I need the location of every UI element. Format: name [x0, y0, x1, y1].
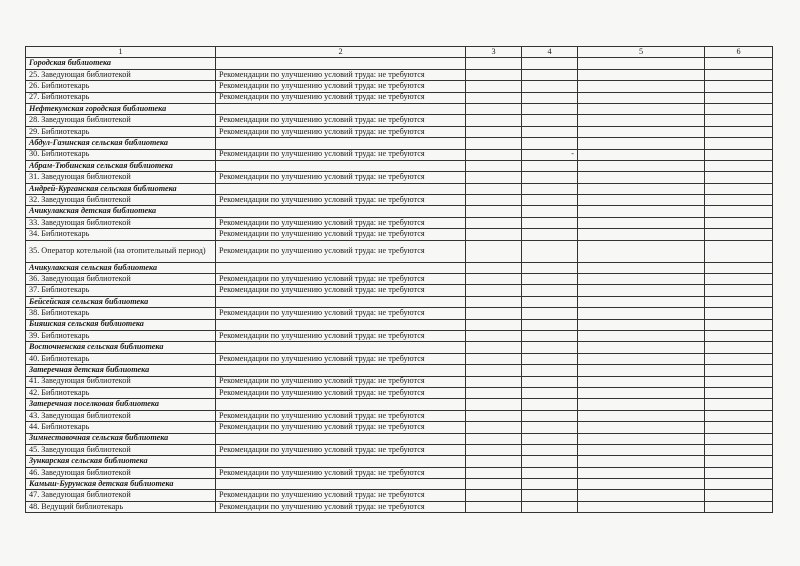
empty-cell [216, 262, 466, 273]
section-title: Абрам-Тюбинская сельская библиотека [26, 160, 216, 171]
section-row [26, 399, 773, 410]
table-row [26, 308, 773, 319]
empty-cell [578, 296, 705, 307]
empty-cell [522, 387, 578, 398]
position-name: 26. Библиотекарь [26, 81, 216, 92]
position-name: 42. Библиотекарь [26, 387, 216, 398]
table-row [26, 444, 773, 455]
header-cell-4: 4 [522, 47, 578, 58]
table-row [26, 229, 773, 240]
empty-cell [466, 387, 522, 398]
empty-cell [522, 376, 578, 387]
position-name: 37. Библиотекарь [26, 285, 216, 296]
position-name: 34. Библиотекарь [26, 229, 216, 240]
empty-cell [705, 410, 773, 421]
section-row [26, 296, 773, 307]
empty-cell [705, 456, 773, 467]
empty-cell [466, 365, 522, 376]
empty-cell [216, 206, 466, 217]
table-row [26, 467, 773, 478]
empty-cell [522, 103, 578, 114]
header-cell-6: 6 [705, 47, 773, 58]
empty-cell [522, 296, 578, 307]
empty-cell [578, 285, 705, 296]
recommendation-cell: Рекомендации по улучшению условий труда: не требуются [216, 501, 466, 512]
section-title: Затеречная детская библиотека [26, 365, 216, 376]
empty-cell [705, 467, 773, 478]
table-row [26, 149, 773, 160]
empty-cell [705, 81, 773, 92]
position-name: 27. Библиотекарь [26, 92, 216, 103]
empty-cell [578, 195, 705, 206]
empty-cell [578, 69, 705, 80]
empty-cell [705, 376, 773, 387]
empty-cell [466, 479, 522, 490]
position-name: 25. Заведующая библиотекой [26, 69, 216, 80]
position-name: 38. Библиотекарь [26, 308, 216, 319]
position-name: 48. Ведущий библиотекарь [26, 501, 216, 512]
empty-cell [705, 172, 773, 183]
position-name: 45. Заведующая библиотекой [26, 444, 216, 455]
empty-cell [216, 183, 466, 194]
recommendation-cell: Рекомендации по улучшению условий труда: не требуются [216, 376, 466, 387]
empty-cell [705, 115, 773, 126]
empty-cell [705, 422, 773, 433]
table-row [26, 240, 773, 262]
dash-mark: - [522, 149, 578, 160]
empty-cell [466, 399, 522, 410]
empty-cell [705, 387, 773, 398]
section-title: Ачикулакская сельская библиотека [26, 262, 216, 273]
recommendation-cell: Рекомендации по улучшению условий труда: не требуются [216, 240, 466, 262]
empty-cell [705, 308, 773, 319]
empty-cell [522, 330, 578, 341]
empty-cell [466, 103, 522, 114]
empty-cell [522, 81, 578, 92]
empty-cell [216, 58, 466, 69]
empty-cell [522, 172, 578, 183]
empty-cell [522, 319, 578, 330]
empty-cell [578, 319, 705, 330]
recommendation-cell: Рекомендации по улучшению условий труда: не требуются [216, 444, 466, 455]
empty-cell [578, 444, 705, 455]
section-title: Камыш-Бурунская детская библиотека [26, 479, 216, 490]
empty-cell [522, 353, 578, 364]
empty-cell [466, 456, 522, 467]
recommendation-cell: Рекомендации по улучшению условий труда: не требуются [216, 92, 466, 103]
header-cell-5: 5 [578, 47, 705, 58]
empty-cell [578, 342, 705, 353]
position-name: 41. Заведующая библиотекой [26, 376, 216, 387]
empty-cell [522, 126, 578, 137]
empty-cell [578, 262, 705, 273]
position-name: 32. Заведующая библиотекой [26, 195, 216, 206]
empty-cell [522, 183, 578, 194]
header-cell-2: 2 [216, 47, 466, 58]
empty-cell [216, 296, 466, 307]
section-row [26, 206, 773, 217]
section-title: Бияшская сельская библиотека [26, 319, 216, 330]
position-name: 28. Заведующая библиотекой [26, 115, 216, 126]
empty-cell [522, 138, 578, 149]
empty-cell [705, 229, 773, 240]
empty-cell [216, 433, 466, 444]
table-row [26, 126, 773, 137]
empty-cell [466, 274, 522, 285]
recommendation-cell: Рекомендации по улучшению условий труда: не требуются [216, 330, 466, 341]
position-name: 31. Заведующая библиотекой [26, 172, 216, 183]
table-row [26, 81, 773, 92]
section-row [26, 262, 773, 273]
position-name: 29. Библиотекарь [26, 126, 216, 137]
table-row [26, 92, 773, 103]
table-row [26, 274, 773, 285]
empty-cell [578, 274, 705, 285]
empty-cell [466, 206, 522, 217]
empty-cell [705, 274, 773, 285]
section-title: Затеречная поселковая библиотека [26, 399, 216, 410]
section-row [26, 58, 773, 69]
empty-cell [578, 103, 705, 114]
empty-cell [578, 149, 705, 160]
recommendation-cell: Рекомендации по улучшению условий труда: не требуются [216, 195, 466, 206]
empty-cell [578, 172, 705, 183]
empty-cell [522, 410, 578, 421]
empty-cell [522, 365, 578, 376]
empty-cell [705, 103, 773, 114]
empty-cell [522, 456, 578, 467]
table-row [26, 285, 773, 296]
empty-cell [705, 342, 773, 353]
empty-cell [705, 58, 773, 69]
empty-cell [578, 115, 705, 126]
empty-cell [705, 92, 773, 103]
empty-cell [466, 92, 522, 103]
empty-cell [522, 479, 578, 490]
section-title: Абдул-Газинская сельская библиотека [26, 138, 216, 149]
empty-cell [578, 433, 705, 444]
empty-cell [578, 58, 705, 69]
empty-cell [705, 444, 773, 455]
empty-cell [216, 319, 466, 330]
empty-cell [578, 376, 705, 387]
section-title: Зункарская сельская библиотека [26, 456, 216, 467]
empty-cell [216, 160, 466, 171]
empty-cell [466, 69, 522, 80]
table-row [26, 387, 773, 398]
table-row [26, 172, 773, 183]
empty-cell [216, 479, 466, 490]
empty-cell [466, 330, 522, 341]
recommendation-cell: Рекомендации по улучшению условий труда: не требуются [216, 353, 466, 364]
section-row [26, 138, 773, 149]
section-row [26, 160, 773, 171]
empty-cell [466, 422, 522, 433]
empty-cell [705, 69, 773, 80]
header-cell-1: 1 [26, 47, 216, 58]
empty-cell [466, 229, 522, 240]
empty-cell [705, 353, 773, 364]
empty-cell [466, 285, 522, 296]
empty-cell [705, 285, 773, 296]
recommendation-cell: Рекомендации по улучшению условий труда: не требуются [216, 229, 466, 240]
empty-cell [578, 399, 705, 410]
empty-cell [466, 183, 522, 194]
empty-cell [705, 490, 773, 501]
empty-cell [705, 479, 773, 490]
empty-cell [466, 308, 522, 319]
table-body [26, 58, 773, 513]
empty-cell [578, 456, 705, 467]
recommendation-cell: Рекомендации по улучшению условий труда: не требуются [216, 172, 466, 183]
section-title: Бейсейская сельская библиотека [26, 296, 216, 307]
empty-cell [705, 296, 773, 307]
empty-cell [705, 240, 773, 262]
empty-cell [578, 479, 705, 490]
empty-cell [578, 365, 705, 376]
table-row [26, 422, 773, 433]
section-row [26, 479, 773, 490]
empty-cell [466, 410, 522, 421]
position-name: 39. Библиотекарь [26, 330, 216, 341]
empty-cell [466, 240, 522, 262]
empty-cell [466, 217, 522, 228]
empty-cell [522, 490, 578, 501]
position-name: 33. Заведующая библиотекой [26, 217, 216, 228]
empty-cell [466, 138, 522, 149]
empty-cell [522, 206, 578, 217]
empty-cell [522, 195, 578, 206]
section-title: Нефтекумская городская библиотека [26, 103, 216, 114]
recommendation-cell: Рекомендации по улучшению условий труда: не требуются [216, 115, 466, 126]
empty-cell [705, 206, 773, 217]
empty-cell [578, 160, 705, 171]
recommendation-cell: Рекомендации по улучшению условий труда: не требуются [216, 410, 466, 421]
empty-cell [522, 115, 578, 126]
empty-cell [466, 342, 522, 353]
recommendation-cell: Рекомендации по улучшению условий труда: не требуются [216, 149, 466, 160]
position-name: 43. Заведующая библиотекой [26, 410, 216, 421]
empty-cell [522, 262, 578, 273]
empty-cell [578, 410, 705, 421]
position-name: 36. Заведующая библиотекой [26, 274, 216, 285]
empty-cell [522, 58, 578, 69]
empty-cell [522, 399, 578, 410]
empty-cell [522, 342, 578, 353]
empty-cell [705, 217, 773, 228]
recommendation-cell: Рекомендации по улучшению условий труда: не требуются [216, 217, 466, 228]
table-row [26, 330, 773, 341]
empty-cell [522, 240, 578, 262]
empty-cell [216, 103, 466, 114]
empty-cell [216, 365, 466, 376]
empty-cell [705, 138, 773, 149]
empty-cell [705, 330, 773, 341]
empty-cell [578, 330, 705, 341]
empty-cell [522, 92, 578, 103]
recommendation-cell: Рекомендации по улучшению условий труда: не требуются [216, 387, 466, 398]
table-row [26, 217, 773, 228]
section-title: Восточненская сельская библиотека [26, 342, 216, 353]
table-row [26, 410, 773, 421]
empty-cell [578, 81, 705, 92]
empty-cell [705, 149, 773, 160]
empty-cell [216, 399, 466, 410]
table-row [26, 69, 773, 80]
table-row [26, 353, 773, 364]
position-name: 46. Заведующая библиотекой [26, 467, 216, 478]
empty-cell [705, 501, 773, 512]
position-name: 35. Оператор котельной (на отопительный период) [26, 240, 216, 262]
empty-cell [705, 160, 773, 171]
empty-cell [466, 115, 522, 126]
empty-cell [578, 387, 705, 398]
table-row [26, 195, 773, 206]
empty-cell [578, 501, 705, 512]
position-name: 47. Заведующая библиотекой [26, 490, 216, 501]
empty-cell [705, 319, 773, 330]
recommendation-cell: Рекомендации по улучшению условий труда: не требуются [216, 69, 466, 80]
section-row [26, 456, 773, 467]
working-conditions-table [25, 46, 773, 513]
empty-cell [466, 160, 522, 171]
position-name: 30. Библиотекарь [26, 149, 216, 160]
empty-cell [578, 217, 705, 228]
empty-cell [705, 126, 773, 137]
empty-cell [466, 467, 522, 478]
section-row [26, 319, 773, 330]
section-title: Ачикулакская детская библиотека [26, 206, 216, 217]
empty-cell [466, 172, 522, 183]
empty-cell [522, 274, 578, 285]
empty-cell [705, 195, 773, 206]
section-row [26, 183, 773, 194]
empty-cell [522, 467, 578, 478]
empty-cell [578, 308, 705, 319]
empty-cell [522, 433, 578, 444]
recommendation-cell: Рекомендации по улучшению условий труда: не требуются [216, 490, 466, 501]
empty-cell [578, 240, 705, 262]
empty-cell [578, 490, 705, 501]
empty-cell [216, 342, 466, 353]
position-name: 44. Библиотекарь [26, 422, 216, 433]
empty-cell [466, 195, 522, 206]
empty-cell [522, 69, 578, 80]
section-title: Городская библиотека [26, 58, 216, 69]
recommendation-cell: Рекомендации по улучшению условий труда: не требуются [216, 422, 466, 433]
empty-cell [466, 81, 522, 92]
empty-cell [466, 149, 522, 160]
table-row [26, 115, 773, 126]
header-row [26, 47, 773, 58]
empty-cell [578, 229, 705, 240]
recommendation-cell: Рекомендации по улучшению условий труда: не требуются [216, 308, 466, 319]
empty-cell [466, 126, 522, 137]
empty-cell [705, 399, 773, 410]
section-row [26, 365, 773, 376]
empty-cell [522, 229, 578, 240]
recommendation-cell: Рекомендации по улучшению условий труда: не требуются [216, 126, 466, 137]
empty-cell [522, 422, 578, 433]
empty-cell [466, 296, 522, 307]
empty-cell [578, 353, 705, 364]
section-row [26, 103, 773, 114]
empty-cell [466, 490, 522, 501]
empty-cell [466, 444, 522, 455]
empty-cell [705, 433, 773, 444]
section-row [26, 342, 773, 353]
empty-cell [522, 285, 578, 296]
empty-cell [522, 308, 578, 319]
empty-cell [466, 262, 522, 273]
empty-cell [578, 92, 705, 103]
header-cell-3: 3 [466, 47, 522, 58]
empty-cell [578, 467, 705, 478]
empty-cell [578, 138, 705, 149]
position-name: 40. Библиотекарь [26, 353, 216, 364]
empty-cell [578, 183, 705, 194]
empty-cell [578, 422, 705, 433]
empty-cell [578, 206, 705, 217]
empty-cell [466, 433, 522, 444]
empty-cell [522, 160, 578, 171]
recommendation-cell: Рекомендации по улучшению условий труда: не требуются [216, 81, 466, 92]
empty-cell [466, 58, 522, 69]
section-title: Зимнеставочная сельская библиотека [26, 433, 216, 444]
empty-cell [705, 262, 773, 273]
empty-cell [705, 365, 773, 376]
recommendation-cell: Рекомендации по улучшению условий труда: не требуются [216, 285, 466, 296]
empty-cell [466, 376, 522, 387]
recommendation-cell: Рекомендации по улучшению условий труда: не требуются [216, 467, 466, 478]
empty-cell [705, 183, 773, 194]
empty-cell [216, 138, 466, 149]
recommendation-cell: Рекомендации по улучшению условий труда: не требуются [216, 274, 466, 285]
empty-cell [578, 126, 705, 137]
section-row [26, 433, 773, 444]
table-row [26, 501, 773, 512]
empty-cell [522, 501, 578, 512]
empty-cell [522, 444, 578, 455]
empty-cell [466, 353, 522, 364]
table-row [26, 376, 773, 387]
section-title: Андрей-Курганская сельская библиотека [26, 183, 216, 194]
empty-cell [466, 501, 522, 512]
empty-cell [522, 217, 578, 228]
table-row [26, 490, 773, 501]
empty-cell [466, 319, 522, 330]
empty-cell [216, 456, 466, 467]
